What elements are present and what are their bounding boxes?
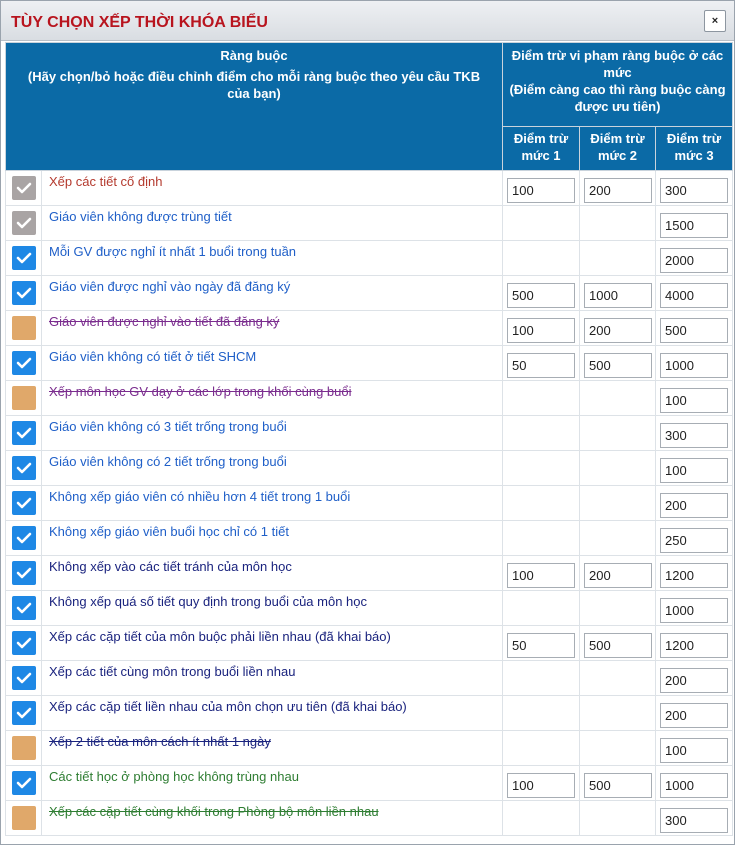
constraint-row (6, 661, 733, 696)
penalty-level2-input[interactable] (584, 633, 652, 658)
check-icon (16, 251, 32, 265)
penalty-level3-input[interactable] (660, 528, 728, 553)
constraint-row (6, 416, 733, 451)
penalty-level3-input[interactable] (660, 318, 728, 343)
constraint-checkbox[interactable] (12, 736, 36, 760)
dialog-title: TÙY CHỌN XẾP THỜI KHÓA BIỂU (11, 14, 268, 31)
constraint-checkbox[interactable] (12, 456, 36, 480)
constraint-row (6, 381, 733, 416)
constraint-label: Xếp các tiết cùng môn trong buổi liền nhau (49, 663, 296, 679)
penalty-level3-input[interactable] (660, 248, 728, 273)
constraint-table (5, 42, 733, 836)
check-icon (16, 531, 32, 545)
constraint-label: Các tiết học ở phòng học không trùng nhau (49, 768, 299, 784)
constraint-label: Xếp môn học GV dạy ở các lớp trong khối cùng buổi (49, 383, 352, 399)
penalty-level3-input[interactable] (660, 808, 728, 833)
constraint-row (6, 206, 733, 241)
check-icon (16, 286, 32, 300)
constraint-row (6, 731, 733, 766)
penalty-level2-input[interactable] (584, 178, 652, 203)
constraint-checkbox[interactable] (12, 316, 36, 340)
constraint-label: Giáo viên được nghỉ vào ngày đã đăng ký (49, 278, 291, 294)
penalty-level3-input[interactable] (660, 493, 728, 518)
penalty-level1-input[interactable] (507, 318, 575, 343)
constraint-checkbox[interactable] (12, 561, 36, 585)
constraint-label: Giáo viên không có tiết ở tiết SHCM (49, 348, 257, 364)
penalty-level2-input[interactable] (584, 353, 652, 378)
penalty-level3-input[interactable] (660, 458, 728, 483)
constraint-label: Xếp các cặp tiết của môn buộc phải liền nhau (đã khai báo) (49, 628, 391, 644)
check-icon (16, 706, 32, 720)
constraint-label: Xếp các cặp tiết liền nhau của môn chọn ưu tiên (đã khai báo) (49, 698, 407, 714)
constraint-checkbox[interactable] (12, 351, 36, 375)
constraint-header-note: (Hãy chọn/bỏ hoặc điều chỉnh điểm cho mỗi ràng buộc theo yêu cầu TKB của bạn) (27, 69, 481, 101)
penalty-level1-input[interactable] (507, 773, 575, 798)
check-icon (16, 181, 32, 195)
constraint-checkbox[interactable] (12, 666, 36, 690)
penalty-header-note: (Điểm càng cao thì ràng buộc càng được ưu tiên) (509, 82, 726, 114)
constraint-label: Giáo viên không có 3 tiết trống trong buổi (49, 418, 287, 434)
constraint-row (6, 766, 733, 801)
constraint-checkbox[interactable] (12, 631, 36, 655)
penalty-level2-input[interactable] (584, 283, 652, 308)
constraint-label: Mỗi GV được nghỉ ít nhất 1 buổi trong tuần (49, 243, 297, 259)
check-icon (16, 216, 32, 230)
check-icon (16, 496, 32, 510)
penalty-level1-input[interactable] (507, 633, 575, 658)
level1-header: Điểm trừ mức 1 (503, 127, 580, 171)
constraint-checkbox[interactable] (12, 701, 36, 725)
constraint-header (6, 43, 503, 171)
penalty-level3-input[interactable] (660, 353, 728, 378)
constraint-row (6, 311, 733, 346)
constraint-checkbox[interactable] (12, 246, 36, 270)
check-icon (16, 356, 32, 370)
penalty-level3-input[interactable] (660, 703, 728, 728)
constraint-row (6, 591, 733, 626)
close-button[interactable]: × (704, 10, 726, 32)
constraint-label: Giáo viên được nghỉ vào tiết đã đăng ký (49, 313, 280, 329)
penalty-level3-input[interactable] (660, 598, 728, 623)
penalty-level3-input[interactable] (660, 178, 728, 203)
penalty-level3-input[interactable] (660, 633, 728, 658)
penalty-level1-input[interactable] (507, 178, 575, 203)
penalty-header (503, 43, 733, 127)
penalty-level3-input[interactable] (660, 773, 728, 798)
level3-header: Điểm trừ mức 3 (656, 127, 733, 171)
constraint-row (6, 486, 733, 521)
constraint-checkbox[interactable] (12, 386, 36, 410)
penalty-level3-input[interactable] (660, 668, 728, 693)
check-icon (16, 636, 32, 650)
penalty-level2-input[interactable] (584, 773, 652, 798)
constraint-row (6, 556, 733, 591)
dialog-titlebar (1, 1, 734, 41)
check-icon (16, 426, 32, 440)
constraint-label: Giáo viên không có 2 tiết trống trong buổi (49, 453, 287, 469)
constraint-row (6, 801, 733, 836)
check-icon (16, 566, 32, 580)
constraint-row (6, 626, 733, 661)
penalty-level2-input[interactable] (584, 563, 652, 588)
check-icon (16, 671, 32, 685)
constraint-checkbox[interactable] (12, 491, 36, 515)
constraint-row (6, 241, 733, 276)
penalty-level3-input[interactable] (660, 563, 728, 588)
constraint-label: Giáo viên không được trùng tiết (49, 208, 232, 224)
check-icon (16, 776, 32, 790)
constraint-row (6, 451, 733, 486)
constraint-checkbox[interactable] (12, 211, 36, 235)
constraint-row (6, 521, 733, 556)
check-icon (16, 461, 32, 475)
constraint-label: Không xếp quá số tiết quy định trong buổi của môn học (49, 593, 367, 609)
penalty-header-title: Điểm trừ vi phạm ràng buộc ở các mức (511, 48, 724, 80)
penalty-level1-input[interactable] (507, 283, 575, 308)
penalty-level3-input[interactable] (660, 283, 728, 308)
penalty-level3-input[interactable] (660, 738, 728, 763)
level2-header: Điểm trừ mức 2 (580, 127, 656, 171)
constraint-label: Xếp 2 tiết của môn cách ít nhất 1 ngày (49, 733, 271, 749)
constraint-label: Không xếp vào các tiết tránh của môn học (49, 558, 292, 574)
constraint-checkbox[interactable] (12, 526, 36, 550)
constraint-checkbox[interactable] (12, 596, 36, 620)
penalty-level2-input[interactable] (584, 318, 652, 343)
constraint-row (6, 171, 733, 206)
penalty-level3-input[interactable] (660, 388, 728, 413)
penalty-level1-input[interactable] (507, 563, 575, 588)
constraint-label: Không xếp giáo viên có nhiều hơn 4 tiết trong 1 buổi (49, 488, 351, 504)
constraint-row (6, 346, 733, 381)
constraint-label: Xếp các tiết cố định (49, 173, 163, 189)
constraint-checkbox[interactable] (12, 806, 36, 830)
constraint-label: Xếp các cặp tiết cùng khối trong Phòng bộ môn liền nhau (49, 803, 379, 819)
constraint-checkbox[interactable] (12, 281, 36, 305)
penalty-level3-input[interactable] (660, 213, 728, 238)
constraint-label: Không xếp giáo viên buổi học chỉ có 1 tiết (49, 523, 289, 539)
penalty-level3-input[interactable] (660, 423, 728, 448)
check-icon (16, 601, 32, 615)
constraint-row (6, 276, 733, 311)
constraint-checkbox[interactable] (12, 176, 36, 200)
constraint-row (6, 696, 733, 731)
penalty-level1-input[interactable] (507, 353, 575, 378)
constraint-checkbox[interactable] (12, 771, 36, 795)
constraint-checkbox[interactable] (12, 421, 36, 445)
constraint-header-title: Ràng buộc (220, 48, 288, 63)
